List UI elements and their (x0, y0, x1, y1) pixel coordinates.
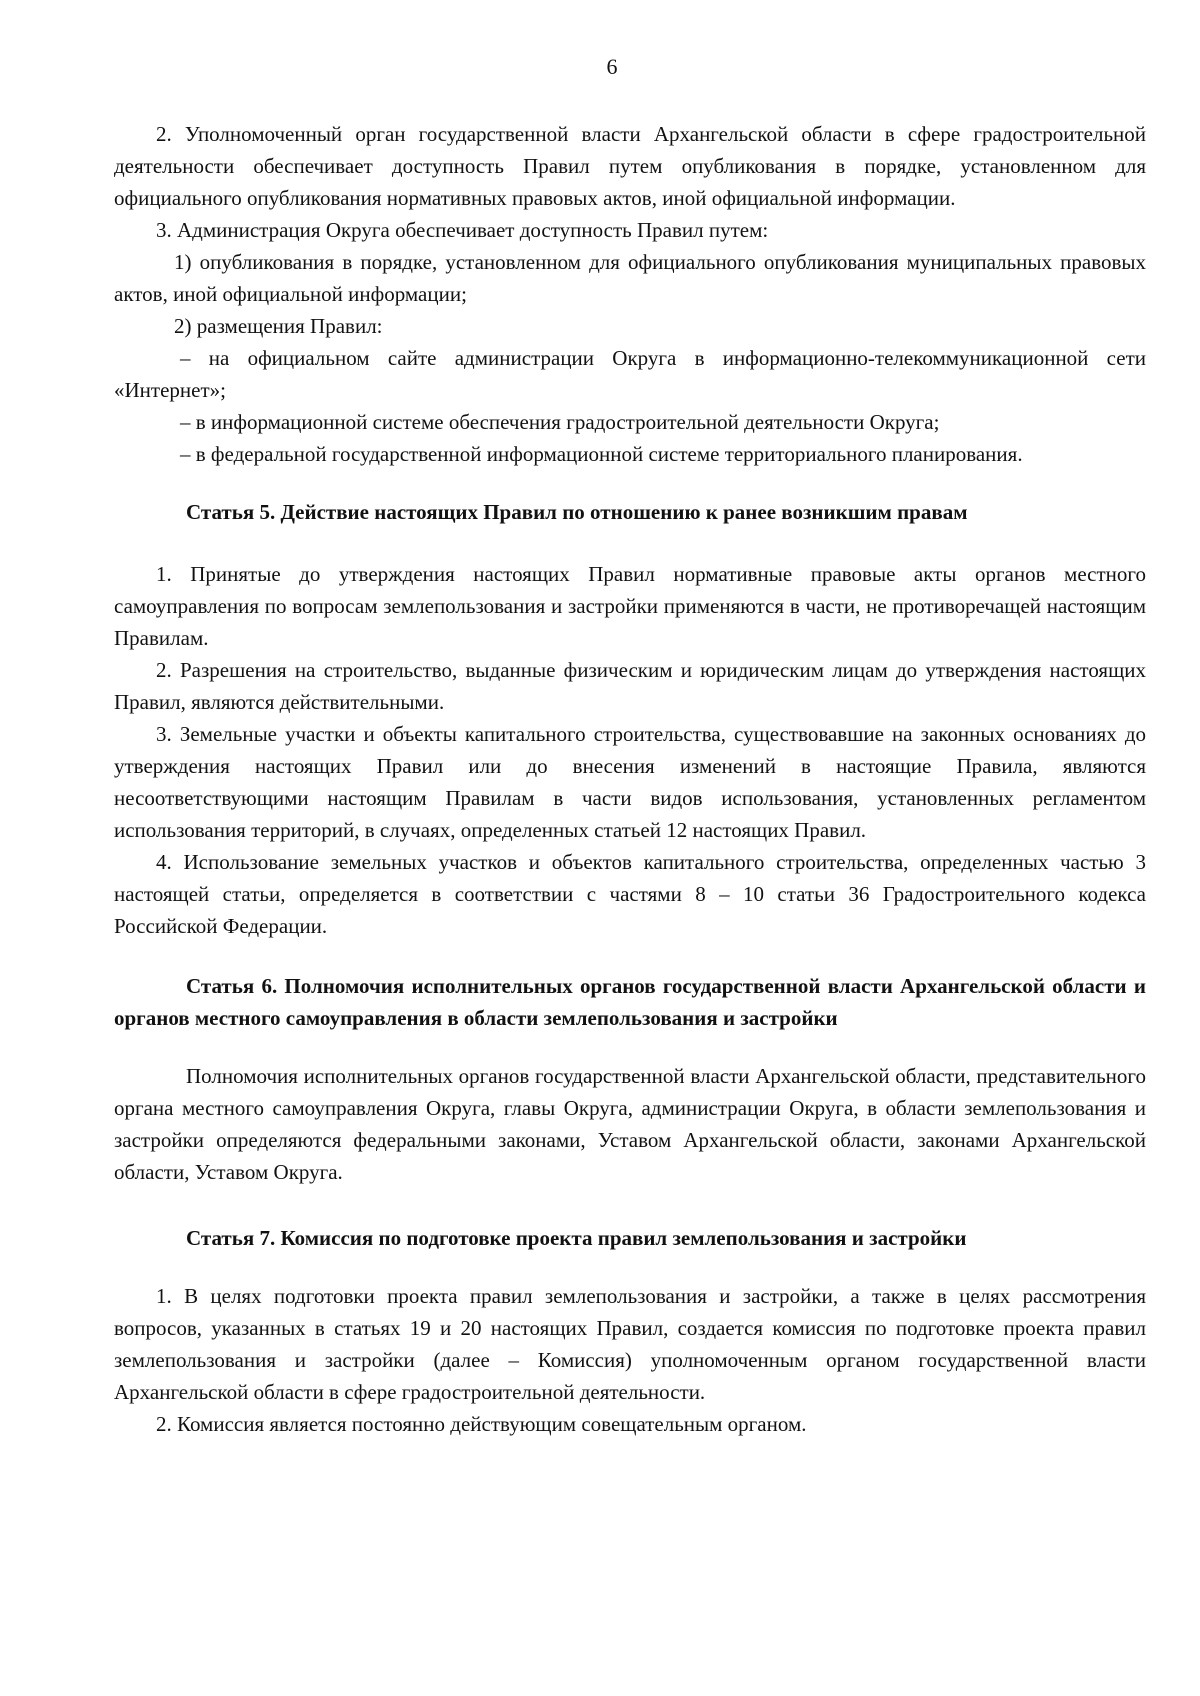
list-item: – в информационной системе обеспечения градостроительной деятельности Округа; (180, 410, 940, 434)
paragraph: 1. В целях подготовки проекта правил землепользования и застройки, а также в целях рассмотрения вопросов, указанных в статьях 19 и 20 настоящих Правил, создается комиссия по подготовке проекта правил землепользования и застройки (далее – Комиссия) уполномоченным органом государственной власти Архангельской области в сфере градостроительной деятельности. (114, 1284, 1146, 1404)
list-item: – на официальном сайте администрации Округа в информационно-телекоммуникационной сети «Интернет»; (114, 346, 1146, 402)
paragraph: 2. Комиссия является постоянно действующим совещательным органом. (156, 1412, 807, 1436)
article-5-heading: Статья 5. Действие настоящих Правил по отношению к ранее возникшим правам (186, 500, 968, 524)
paragraph: 2. Разрешения на строительство, выданные физическим и юридическим лицам до утверждения настоящих Правил, являются действительными. (114, 658, 1146, 714)
page-number: 6 (606, 54, 618, 79)
paragraph: 3. Администрация Округа обеспечивает доступность Правил путем: (156, 218, 769, 242)
paragraph: 4. Использование земельных участков и объектов капитального строительства, определенных частью 3 настоящей статьи, определяется в соответствии с частями 8 – 10 статьи 36 Градостроительного кодекса Российской Федерации. (114, 850, 1146, 938)
list-item: – в федеральной государственной информационной системе территориального планирования. (180, 442, 1023, 466)
paragraph: 1. Принятые до утверждения настоящих Правил нормативные правовые акты органов местного самоуправления по вопросам землепользования и застройки применяются в части, не противоречащей настоящим Правилам. (114, 562, 1146, 650)
article-6-heading: Статья 6. Полномочия исполнительных органов государственной власти Архангельской области и органов местного самоуправления в области землепользования и застройки (114, 974, 1146, 1030)
list-item: 2) размещения Правил: (174, 314, 383, 338)
paragraph: 2. Уполномоченный орган государственной власти Архангельской области в сфере градостроительной деятельности обеспечивает доступность Правил путем опубликования в порядке, установленном для официального опубликования нормативных правовых актов, иной официальной информации. (114, 122, 1146, 210)
paragraph: Полномочия исполнительных органов государственной власти Архангельской области, представительного органа местного самоуправления Округа, главы Округа, администрации Округа, в области землепользования и застройки определяются федеральными законами, Уставом Архангельской области, законами Архангельской области, Уставом Округа. (114, 1064, 1146, 1184)
list-item: 1) опубликования в порядке, установленном для официального опубликования муниципальных правовых актов, иной официальной информации; (114, 250, 1146, 306)
paragraph: 3. Земельные участки и объекты капитального строительства, существовавшие на законных основаниях до утверждения настоящих Правил или до внесения изменений в настоящие Правила, являются несоответствующими настоящим Правилам в части видов использования, установленных регламентом использования территорий, в случаях, определенных статьей 12 настоящих Правил. (114, 722, 1146, 842)
article-7-heading: Статья 7. Комиссия по подготовке проекта правил землепользования и застройки (186, 1226, 967, 1250)
